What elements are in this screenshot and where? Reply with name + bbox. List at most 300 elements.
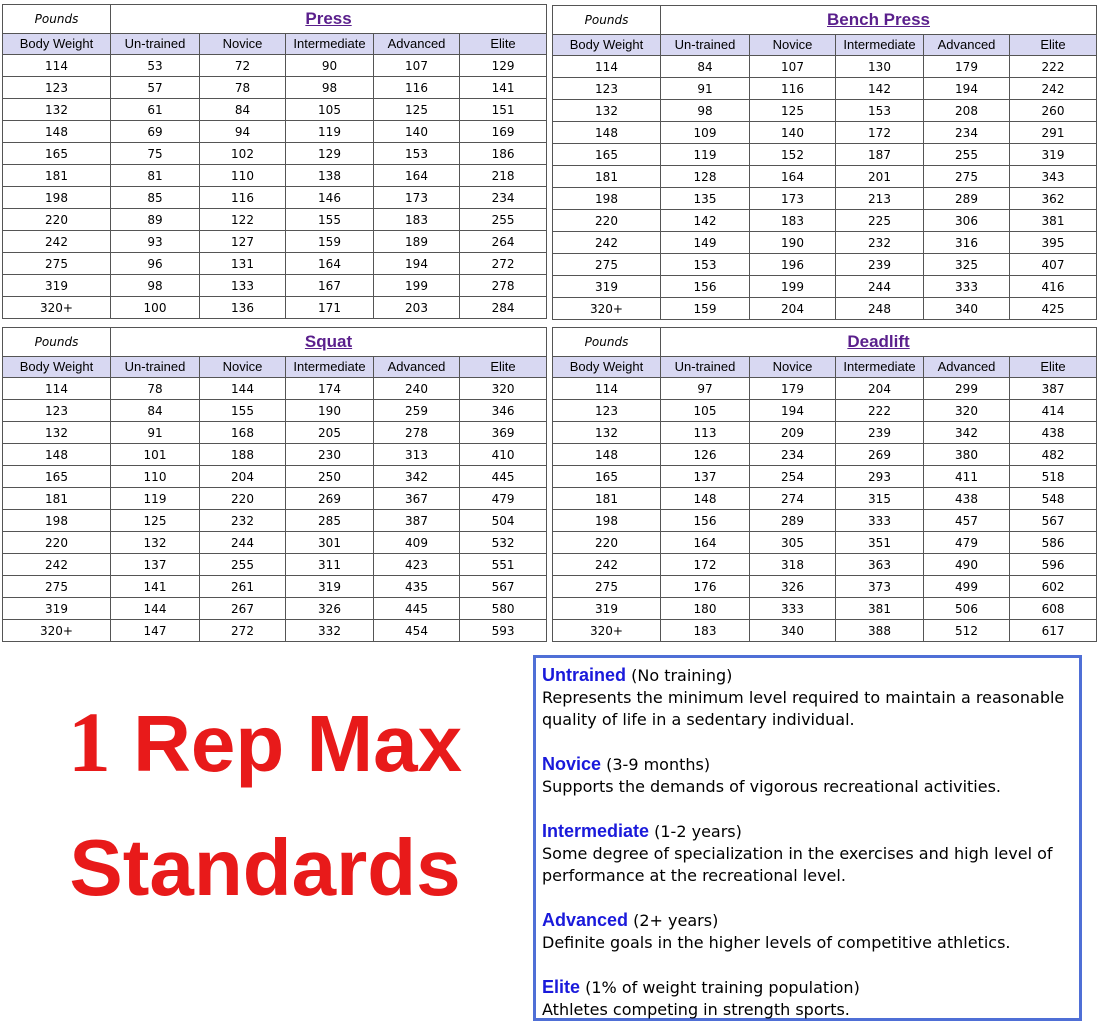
table-cell: 320+ (553, 620, 661, 642)
table-cell: 116 (750, 78, 836, 100)
table-cell: 199 (750, 276, 836, 298)
table-row (3, 488, 547, 510)
column-header: Elite (460, 357, 547, 378)
table-cell: 567 (1010, 510, 1097, 532)
legend-level-duration: (2+ years) (628, 911, 719, 930)
table-row (553, 188, 1097, 210)
table-title-link[interactable]: Deadlift (847, 331, 910, 351)
table-cell: 346 (460, 400, 547, 422)
table-cell: 142 (836, 78, 924, 100)
table-cell: 205 (286, 422, 374, 444)
table-cell: 84 (661, 56, 750, 78)
table-cell: 110 (111, 466, 200, 488)
table-row (3, 378, 547, 400)
table-title-link[interactable]: Press (305, 8, 352, 28)
table-cell: 156 (661, 510, 750, 532)
table-cell: 232 (836, 232, 924, 254)
table-cell: 148 (3, 444, 111, 466)
table-cell: 114 (3, 55, 111, 77)
deadlift-table (552, 327, 1097, 642)
table-row (3, 422, 547, 444)
table-cell: 129 (286, 143, 374, 165)
legend-level-duration: (1-2 years) (649, 822, 742, 841)
press-table (2, 4, 547, 319)
table-cell: 135 (661, 188, 750, 210)
table-cell: 132 (3, 422, 111, 444)
table-cell: 242 (3, 554, 111, 576)
table-cell: 122 (200, 209, 286, 231)
table-cell: 168 (200, 422, 286, 444)
table-cell: 164 (286, 253, 374, 275)
table-cell: 293 (836, 466, 924, 488)
column-header: Intermediate (836, 357, 924, 378)
table-cell: 181 (3, 488, 111, 510)
table-cell: 194 (750, 400, 836, 422)
table-cell: 504 (460, 510, 547, 532)
table-row (553, 620, 1097, 642)
table-cell: 285 (286, 510, 374, 532)
column-header: Advanced (374, 357, 460, 378)
table-cell: 409 (374, 532, 460, 554)
table-cell: 97 (661, 378, 750, 400)
table-cell: 141 (111, 576, 200, 598)
table-cell: 319 (3, 598, 111, 620)
table-cell: 100 (111, 297, 200, 319)
table-cell: 518 (1010, 466, 1097, 488)
table-row (553, 144, 1097, 166)
column-header: Advanced (924, 357, 1010, 378)
table-cell: 269 (286, 488, 374, 510)
table-cell: 490 (924, 554, 1010, 576)
table-cell: 326 (286, 598, 374, 620)
table-cell: 179 (924, 56, 1010, 78)
column-header: Intermediate (286, 34, 374, 55)
legend-item (542, 664, 1079, 731)
table-cell: 153 (374, 143, 460, 165)
table-cell: 255 (460, 209, 547, 231)
table-cell: 204 (836, 378, 924, 400)
table-cell: 180 (661, 598, 750, 620)
table-row (553, 166, 1097, 188)
table-cell: 179 (750, 378, 836, 400)
table-cell: 140 (374, 121, 460, 143)
table-cell: 411 (924, 466, 1010, 488)
squat-table (2, 327, 547, 642)
table-title-cell (661, 328, 1097, 357)
table-cell: 148 (553, 122, 661, 144)
column-header: Elite (1010, 357, 1097, 378)
table-cell: 90 (286, 55, 374, 77)
table-cell: 267 (200, 598, 286, 620)
table-cell: 548 (1010, 488, 1097, 510)
table-cell: 438 (924, 488, 1010, 510)
legend-level-name: Untrained (542, 665, 627, 685)
table-row (3, 466, 547, 488)
table-cell: 190 (750, 232, 836, 254)
table-cell: 140 (750, 122, 836, 144)
table-cell: 407 (1010, 254, 1097, 276)
table-cell: 102 (200, 143, 286, 165)
table-row (3, 297, 547, 319)
column-header: Novice (750, 357, 836, 378)
table-row (3, 143, 547, 165)
table-cell: 148 (553, 444, 661, 466)
table-cell: 148 (661, 488, 750, 510)
table-cell: 98 (111, 275, 200, 297)
table-cell: 289 (750, 510, 836, 532)
pounds-label: Pounds (553, 328, 661, 357)
table-cell: 291 (1010, 122, 1097, 144)
table-cell: 340 (750, 620, 836, 642)
table-cell: 260 (1010, 100, 1097, 122)
table-cell: 380 (924, 444, 1010, 466)
table-cell: 199 (374, 275, 460, 297)
table-row (553, 298, 1097, 320)
table-cell: 198 (3, 510, 111, 532)
table-cell: 320+ (553, 298, 661, 320)
table-cell: 602 (1010, 576, 1097, 598)
table-title-link[interactable]: Squat (304, 331, 353, 351)
table-row (3, 444, 547, 466)
table-cell: 194 (924, 78, 1010, 100)
table-cell: 57 (111, 77, 200, 99)
table-row (553, 78, 1097, 100)
table-cell: 381 (1010, 210, 1097, 232)
column-header: Novice (750, 35, 836, 56)
table-cell: 165 (3, 466, 111, 488)
table-cell: 78 (111, 378, 200, 400)
table-cell: 151 (460, 99, 547, 121)
table-cell: 136 (200, 297, 286, 319)
table-cell: 165 (3, 143, 111, 165)
table-cell: 551 (460, 554, 547, 576)
table-row (3, 620, 547, 642)
table-cell: 93 (111, 231, 200, 253)
table-cell: 340 (924, 298, 1010, 320)
table-cell: 301 (286, 532, 374, 554)
table-cell: 146 (286, 187, 374, 209)
table-cell: 132 (111, 532, 200, 554)
table-cell: 132 (553, 100, 661, 122)
table-cell: 318 (750, 554, 836, 576)
legend-level-duration: (3-9 months) (601, 755, 711, 774)
table-cell: 203 (374, 297, 460, 319)
table-cell: 387 (374, 510, 460, 532)
table-cell: 91 (111, 422, 200, 444)
table-row (553, 100, 1097, 122)
table-row (3, 165, 547, 187)
table-cell: 319 (3, 275, 111, 297)
column-header: Un-trained (111, 34, 200, 55)
column-header: Body Weight (3, 357, 111, 378)
table-cell: 53 (111, 55, 200, 77)
legend-level-description: Athletes competing in strength sports. (542, 1000, 850, 1019)
table-cell: 333 (924, 276, 1010, 298)
table-cell: 320 (460, 378, 547, 400)
table-cell: 220 (553, 210, 661, 232)
table-cell: 284 (460, 297, 547, 319)
headline-one: 1 (67, 694, 111, 790)
legend-level-description: Represents the minimum level required to maintain a reasonable quality of life in a sedentary individual. (542, 688, 1065, 729)
table-cell: 133 (200, 275, 286, 297)
table-cell: 319 (286, 576, 374, 598)
table-cell: 362 (1010, 188, 1097, 210)
table-row (3, 400, 547, 422)
table-cell: 240 (374, 378, 460, 400)
table-cell: 198 (553, 510, 661, 532)
table-cell: 313 (374, 444, 460, 466)
table-cell: 617 (1010, 620, 1097, 642)
table-cell: 148 (3, 121, 111, 143)
table-cell: 126 (661, 444, 750, 466)
table-cell: 85 (111, 187, 200, 209)
table-row (553, 232, 1097, 254)
table-cell: 435 (374, 576, 460, 598)
table-row (3, 576, 547, 598)
table-cell: 169 (460, 121, 547, 143)
table-cell: 457 (924, 510, 1010, 532)
table-cell: 75 (111, 143, 200, 165)
table-cell: 164 (374, 165, 460, 187)
table-row (3, 231, 547, 253)
column-header: Body Weight (553, 357, 661, 378)
table-cell: 332 (286, 620, 374, 642)
column-header: Body Weight (553, 35, 661, 56)
table-cell: 123 (3, 400, 111, 422)
table-row (3, 121, 547, 143)
table-cell: 388 (836, 620, 924, 642)
table-cell: 105 (661, 400, 750, 422)
table-cell: 159 (286, 231, 374, 253)
table-cell: 155 (286, 209, 374, 231)
table-cell: 306 (924, 210, 1010, 232)
table-cell: 119 (661, 144, 750, 166)
table-cell: 410 (460, 444, 547, 466)
table-cell: 183 (374, 209, 460, 231)
table-title-link[interactable]: Bench Press (827, 9, 930, 29)
table-cell: 183 (750, 210, 836, 232)
table-cell: 423 (374, 554, 460, 576)
table-cell: 272 (200, 620, 286, 642)
table-cell: 98 (286, 77, 374, 99)
table-cell: 608 (1010, 598, 1097, 620)
table-cell: 220 (200, 488, 286, 510)
table-cell: 198 (3, 187, 111, 209)
table-cell: 167 (286, 275, 374, 297)
table-cell: 165 (553, 144, 661, 166)
table-cell: 129 (460, 55, 547, 77)
table-cell: 110 (200, 165, 286, 187)
table-cell: 395 (1010, 232, 1097, 254)
table-row (553, 422, 1097, 444)
table-cell: 242 (553, 232, 661, 254)
table-cell: 250 (286, 466, 374, 488)
column-header: Advanced (924, 35, 1010, 56)
table-cell: 159 (661, 298, 750, 320)
table-cell: 425 (1010, 298, 1097, 320)
table-cell: 272 (460, 253, 547, 275)
table-cell: 137 (111, 554, 200, 576)
table-cell: 132 (3, 99, 111, 121)
table-cell: 123 (3, 77, 111, 99)
table-cell: 114 (553, 378, 661, 400)
table-cell: 138 (286, 165, 374, 187)
table-cell: 220 (3, 532, 111, 554)
table-cell: 274 (750, 488, 836, 510)
table-cell: 416 (1010, 276, 1097, 298)
table-cell: 499 (924, 576, 1010, 598)
table-cell: 532 (460, 532, 547, 554)
table-cell: 181 (553, 166, 661, 188)
table-cell: 596 (1010, 554, 1097, 576)
table-cell: 183 (661, 620, 750, 642)
table-cell: 164 (750, 166, 836, 188)
table-cell: 414 (1010, 400, 1097, 422)
table-row (3, 55, 547, 77)
table-cell: 244 (200, 532, 286, 554)
column-header: Body Weight (3, 34, 111, 55)
table-cell: 225 (836, 210, 924, 232)
table-row (3, 187, 547, 209)
table-cell: 320+ (3, 620, 111, 642)
table-cell: 94 (200, 121, 286, 143)
legend-level-name: Intermediate (542, 821, 650, 841)
table-cell: 190 (286, 400, 374, 422)
table-cell: 123 (553, 400, 661, 422)
table-cell: 333 (750, 598, 836, 620)
column-header: Novice (200, 34, 286, 55)
table-cell: 72 (200, 55, 286, 77)
table-cell: 320 (924, 400, 1010, 422)
table-cell: 194 (374, 253, 460, 275)
table-cell: 438 (1010, 422, 1097, 444)
table-cell: 153 (836, 100, 924, 122)
table-cell: 319 (553, 276, 661, 298)
table-cell: 242 (1010, 78, 1097, 100)
column-header: Elite (1010, 35, 1097, 56)
table-cell: 174 (286, 378, 374, 400)
table-cell: 299 (924, 378, 1010, 400)
table-cell: 255 (924, 144, 1010, 166)
table-cell: 351 (836, 532, 924, 554)
table-cell: 172 (836, 122, 924, 144)
pounds-label: Pounds (3, 328, 111, 357)
table-cell: 171 (286, 297, 374, 319)
table-cell: 275 (3, 576, 111, 598)
table-row (3, 253, 547, 275)
table-cell: 208 (924, 100, 1010, 122)
table-cell: 315 (836, 488, 924, 510)
table-cell: 131 (200, 253, 286, 275)
table-row (3, 598, 547, 620)
table-row (3, 554, 547, 576)
table-cell: 196 (750, 254, 836, 276)
table-cell: 242 (3, 231, 111, 253)
table-cell: 222 (836, 400, 924, 422)
headline-rep-max: Rep Max (110, 699, 463, 788)
table-cell: 144 (200, 378, 286, 400)
table-cell: 119 (286, 121, 374, 143)
table-row (553, 532, 1097, 554)
table-cell: 567 (460, 576, 547, 598)
legend-level-description: Some degree of specialization in the exercises and high level of performance at the recreational level. (542, 844, 1053, 885)
table-cell: 512 (924, 620, 1010, 642)
table-cell: 116 (200, 187, 286, 209)
legend-item (542, 976, 1079, 1021)
table-cell: 155 (200, 400, 286, 422)
table-cell: 343 (1010, 166, 1097, 188)
table-row (553, 122, 1097, 144)
table-cell: 275 (3, 253, 111, 275)
column-header: Novice (200, 357, 286, 378)
table-cell: 278 (460, 275, 547, 297)
table-row (3, 275, 547, 297)
table-cell: 152 (750, 144, 836, 166)
table-cell: 198 (553, 188, 661, 210)
column-header: Intermediate (836, 35, 924, 56)
table-cell: 69 (111, 121, 200, 143)
legend-level-description: Supports the demands of vigorous recreational activities. (542, 777, 1002, 796)
table-cell: 369 (460, 422, 547, 444)
table-cell: 218 (460, 165, 547, 187)
table-cell: 114 (553, 56, 661, 78)
table-cell: 187 (836, 144, 924, 166)
table-cell: 269 (836, 444, 924, 466)
legend-level-name: Elite (542, 977, 581, 997)
table-cell: 173 (374, 187, 460, 209)
table-cell: 130 (836, 56, 924, 78)
table-cell: 107 (750, 56, 836, 78)
table-cell: 61 (111, 99, 200, 121)
table-cell: 153 (661, 254, 750, 276)
table-row (553, 378, 1097, 400)
table-cell: 189 (374, 231, 460, 253)
table-cell: 319 (1010, 144, 1097, 166)
table-cell: 479 (460, 488, 547, 510)
table-cell: 137 (661, 466, 750, 488)
table-row (553, 400, 1097, 422)
table-row (3, 532, 547, 554)
table-cell: 387 (1010, 378, 1097, 400)
table-cell: 165 (553, 466, 661, 488)
legend-item (542, 909, 1079, 954)
table-row (3, 99, 547, 121)
table-cell: 107 (374, 55, 460, 77)
table-row (553, 254, 1097, 276)
level-legend (533, 655, 1082, 1021)
table-cell: 242 (553, 554, 661, 576)
table-cell: 98 (661, 100, 750, 122)
bench-press-table (552, 5, 1097, 320)
table-cell: 320+ (3, 297, 111, 319)
table-cell: 593 (460, 620, 547, 642)
column-header: Un-trained (111, 357, 200, 378)
table-cell: 580 (460, 598, 547, 620)
headline-line-2: Standards (69, 823, 461, 912)
table-cell: 259 (374, 400, 460, 422)
table-row (553, 210, 1097, 232)
table-cell: 132 (553, 422, 661, 444)
table-row (553, 554, 1097, 576)
table-cell: 204 (200, 466, 286, 488)
table-cell: 342 (924, 422, 1010, 444)
table-cell: 173 (750, 188, 836, 210)
legend-level-name: Advanced (542, 910, 629, 930)
table-cell: 239 (836, 422, 924, 444)
table-cell: 144 (111, 598, 200, 620)
table-cell: 479 (924, 532, 1010, 554)
table-cell: 91 (661, 78, 750, 100)
